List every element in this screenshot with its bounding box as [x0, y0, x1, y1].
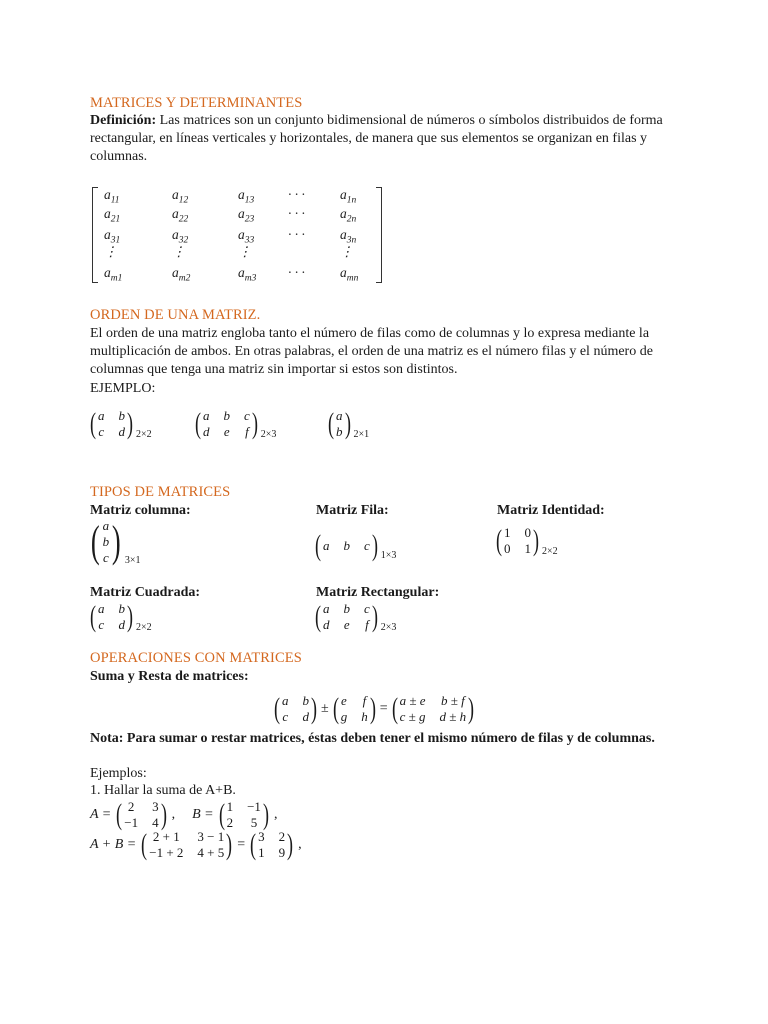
general-matrix-cell: $a_{m1}$ — [104, 265, 123, 284]
right-paren: ) — [371, 529, 378, 562]
general-matrix-cell: $a_{13}$ — [238, 187, 255, 206]
general-matrix-cell: $a_{31}$ — [104, 227, 121, 246]
equals-sign: = — [379, 701, 388, 716]
matrix-cuadrada — [88, 601, 152, 633]
general-matrix-cell: $a_{21}$ — [104, 206, 121, 225]
matrix-columna — [88, 518, 140, 566]
section-title-orden: ORDEN DE UNA MATRIZ. — [90, 307, 261, 323]
right-paren: ) — [533, 524, 539, 557]
general-matrix — [92, 187, 382, 283]
matrix-order: 1×3 — [380, 550, 397, 561]
matrix-cell: 3 — [152, 799, 159, 814]
right-paren: ) — [468, 692, 475, 725]
matrix-cell: f — [362, 693, 367, 708]
matrix-cell: d — [118, 617, 125, 632]
label-matriz-rectangular: Matriz Rectangular: — [316, 585, 440, 600]
nota-text: Nota: Para sumar o restar matrices, éstas deben tener el mismo número de filas y de columnas. — [90, 731, 655, 746]
comma-b: , — [273, 807, 278, 822]
matrix-a-values — [114, 799, 168, 831]
general-matrix-cell: $a_{12}$ — [172, 187, 189, 206]
matrix-cell: b — [118, 601, 125, 616]
left-paren: ( — [315, 529, 321, 562]
matrix-identidad — [494, 525, 558, 557]
matrix-sum-result — [248, 829, 295, 861]
label-a: A = — [90, 807, 112, 822]
matrix-cell: e — [341, 693, 347, 708]
left-bracket — [92, 187, 98, 283]
matrix-cell: a — [323, 601, 330, 616]
general-matrix-cell: $a_{m3}$ — [238, 265, 257, 284]
matrix-cell: 2 + 1 — [152, 829, 180, 844]
matrix-order: 2×3 — [260, 429, 277, 440]
matrix-cell: 1 — [504, 525, 511, 540]
matrix-cell: 1 — [258, 845, 265, 860]
matrix-order: 2×1 — [353, 429, 370, 440]
matrix-cell: b — [102, 534, 110, 549]
right-paren: ) — [127, 600, 133, 633]
matrix-entries — [98, 601, 125, 633]
matrix-cell: 5 — [250, 815, 258, 830]
matrix-b-values — [217, 799, 271, 831]
label-matriz-fila: Matriz Fila: — [316, 503, 389, 518]
sum-formula — [272, 693, 476, 725]
right-bracket — [376, 187, 382, 283]
example-ab-sum — [90, 829, 302, 861]
general-matrix-cell: $a_{2n}$ — [340, 206, 357, 225]
matrix-cell: c — [364, 538, 370, 553]
matrix-cell: 2 — [226, 815, 234, 830]
ejemplo-label: EJEMPLO: — [90, 381, 156, 396]
general-matrix-cell: ⋮ — [172, 244, 186, 259]
right-paren: ) — [127, 407, 133, 440]
right-paren: ) — [112, 517, 121, 566]
matrix-cell: d — [323, 617, 330, 632]
right-paren: ) — [344, 407, 351, 440]
example-matrix-2x2 — [88, 408, 152, 440]
matrix-cell: a — [323, 538, 330, 553]
label-matriz-columna: Matriz columna: — [90, 503, 191, 518]
matrix-cell: d ± h — [439, 709, 467, 724]
matrix-order: 2×2 — [136, 429, 152, 440]
matrix-entries — [227, 799, 261, 831]
matrix-cell: 0 — [524, 525, 531, 540]
matrix-cell: 4 + 5 — [197, 845, 225, 860]
matrix-entries — [98, 408, 125, 440]
comma-result: , — [298, 837, 302, 852]
matrix-sum-expanded — [139, 829, 234, 861]
matrix-cell: e — [343, 617, 350, 632]
left-paren: ( — [116, 798, 123, 831]
formula-matrix-b — [331, 693, 378, 725]
definition-text: Las matrices son un conjunto bidimensional de números o símbolos distribuidos de forma rectangular, en líneas verticales y horizontales, de manera que sus elementos se organizan en filas y columnas. — [90, 113, 663, 164]
section-title-tipos: TIPOS DE MATRICES — [90, 484, 231, 500]
matrix-cell: a — [102, 518, 110, 533]
matrix-cell: 2 — [127, 799, 135, 814]
right-paren: ) — [251, 407, 258, 440]
matrix-entries — [203, 408, 250, 440]
matrix-cell: b — [223, 408, 230, 423]
matrix-cell: a ± e — [399, 693, 426, 708]
matrix-cell: a — [282, 693, 289, 708]
matrix-cell: g — [340, 709, 348, 724]
ejemplos-label: Ejemplos: — [90, 766, 147, 781]
general-matrix-cell: ⋮ — [104, 244, 118, 259]
matrix-cell: d — [118, 424, 125, 439]
matrix-cell: a — [336, 408, 343, 423]
definition-paragraph — [90, 112, 685, 166]
example-matrix-2x3 — [193, 408, 276, 440]
matrix-cell: 3 − 1 — [197, 829, 225, 844]
label-b: B = — [192, 807, 214, 822]
matrix-cell: b — [336, 424, 343, 439]
section-title-matrices: MATRICES Y DETERMINANTES — [90, 95, 303, 111]
matrix-entries — [400, 693, 467, 725]
matrix-cell: e — [223, 424, 230, 439]
matrix-cell: a — [203, 408, 210, 423]
matrix-cell: d — [302, 709, 309, 724]
section-title-operaciones: OPERACIONES CON MATRICES — [90, 650, 302, 666]
matrix-entries — [341, 693, 368, 725]
matrix-cell: b — [302, 693, 309, 708]
matrix-entries — [504, 525, 531, 557]
example-matrix-2x1 — [326, 408, 369, 440]
orden-paragraph: El orden de una matriz engloba tanto el número de filas como de columnas y lo expresa mediante la multiplicación de ambos. En otras palabras, el orden de una matriz es el número filas y el número de columnas que tenga una matriz sin importar si estos son distintos. — [90, 326, 653, 377]
right-paren: ) — [311, 692, 317, 725]
equals-sign-2: = — [237, 837, 246, 852]
matrix-cell: −1 + 2 — [149, 845, 184, 860]
general-matrix-cell: $a_{m2}$ — [172, 265, 191, 284]
matrix-rectangular — [313, 601, 396, 633]
right-paren: ) — [287, 828, 294, 861]
left-paren: ( — [250, 828, 257, 861]
matrix-cell: d — [203, 424, 210, 439]
matrix-cell: a — [98, 601, 105, 616]
left-paren: ( — [391, 692, 398, 725]
matrix-cell: c — [98, 617, 105, 632]
general-matrix-cell: $a_{33}$ — [238, 227, 255, 246]
matrix-order: 2×2 — [136, 622, 152, 633]
general-matrix-cell: · · · — [288, 227, 305, 242]
right-paren: ) — [262, 798, 269, 831]
example-1-text: 1. Hallar la suma de A+B. — [90, 783, 236, 798]
matrix-cell: f — [365, 617, 369, 632]
general-matrix-cell: $a_{22}$ — [172, 206, 189, 225]
general-matrix-cell: · · · — [288, 187, 305, 202]
formula-matrix-result — [390, 693, 477, 725]
matrix-cell: b ± f — [440, 693, 465, 708]
matrix-cell: f — [245, 424, 249, 439]
left-paren: ( — [332, 692, 339, 725]
matrix-cell: h — [361, 709, 368, 724]
matrix-cell: c — [364, 601, 370, 616]
matrix-cell: c — [282, 709, 289, 724]
label-matriz-identidad: Matriz Identidad: — [497, 503, 605, 518]
left-paren: ( — [315, 600, 321, 633]
matrix-entries — [282, 693, 309, 725]
left-paren: ( — [90, 600, 96, 633]
left-paren: ( — [195, 407, 201, 440]
matrix-order: 2×2 — [542, 546, 558, 557]
general-matrix-cell: $a_{23}$ — [238, 206, 255, 225]
matrix-cell: c — [103, 550, 109, 565]
left-paren: ( — [496, 524, 502, 557]
matrix-cell: 4 — [152, 815, 159, 830]
matrix-entries — [258, 829, 285, 861]
right-paren: ) — [371, 600, 378, 633]
left-paren: ( — [328, 407, 334, 440]
general-matrix-cell: ⋮ — [238, 244, 252, 259]
plus-minus-sign: ± — [321, 701, 329, 716]
matrix-cell: 1 — [524, 541, 531, 556]
matrix-cell: 3 — [258, 829, 265, 844]
matrix-entries — [336, 408, 343, 440]
matrix-cell: b — [343, 601, 350, 616]
suma-resta-subtitle: Suma y Resta de matrices: — [90, 669, 249, 684]
right-paren: ) — [160, 798, 167, 831]
general-matrix-cell: · · · — [288, 265, 305, 280]
left-paren: ( — [274, 692, 280, 725]
matrix-cell: a — [98, 408, 105, 423]
left-paren: ( — [90, 407, 96, 440]
example-ab-definitions — [90, 799, 277, 831]
matrix-cell: b — [118, 408, 125, 423]
left-paren: ( — [90, 517, 100, 566]
definition-label: Definición: — [90, 113, 157, 128]
general-matrix-cell: · · · — [288, 206, 305, 221]
matrix-cell: 9 — [278, 845, 286, 860]
matrix-entries — [103, 518, 110, 566]
matrix-cell: −1 — [247, 799, 261, 814]
label-matriz-cuadrada: Matriz Cuadrada: — [90, 585, 201, 600]
matrix-cell: −1 — [124, 815, 139, 830]
general-matrix-cell: ⋮ — [340, 244, 354, 259]
matrix-cell: 2 — [278, 829, 286, 844]
general-matrix-cell: $a_{mn}$ — [340, 265, 359, 284]
general-matrix-cell: $a_{11}$ — [104, 187, 120, 206]
label-a-plus-b: A + B = — [90, 837, 137, 852]
matrix-fila — [313, 531, 396, 561]
matrix-entries — [323, 601, 370, 633]
matrix-entries — [124, 799, 158, 831]
formula-matrix-a — [272, 693, 319, 725]
matrix-cell: 0 — [504, 541, 511, 556]
matrix-cell: c — [98, 424, 105, 439]
matrix-cell: c — [244, 408, 250, 423]
general-matrix-cell: $a_{32}$ — [172, 227, 189, 246]
matrix-cell: 1 — [226, 799, 234, 814]
right-paren: ) — [369, 692, 376, 725]
left-paren: ( — [141, 828, 148, 861]
comma-a: , — [171, 807, 176, 822]
matrix-cell: b — [343, 538, 350, 553]
matrix-order: 3×1 — [124, 555, 141, 566]
matrix-entries — [323, 538, 370, 554]
general-matrix-cell: $a_{1n}$ — [340, 187, 357, 206]
matrix-entries — [149, 829, 224, 861]
right-paren: ) — [226, 828, 233, 861]
matrix-cell: c ± g — [399, 709, 426, 724]
general-matrix-cell: $a_{3n}$ — [340, 227, 357, 246]
left-paren: ( — [218, 798, 225, 831]
matrix-order: 2×3 — [380, 622, 397, 633]
